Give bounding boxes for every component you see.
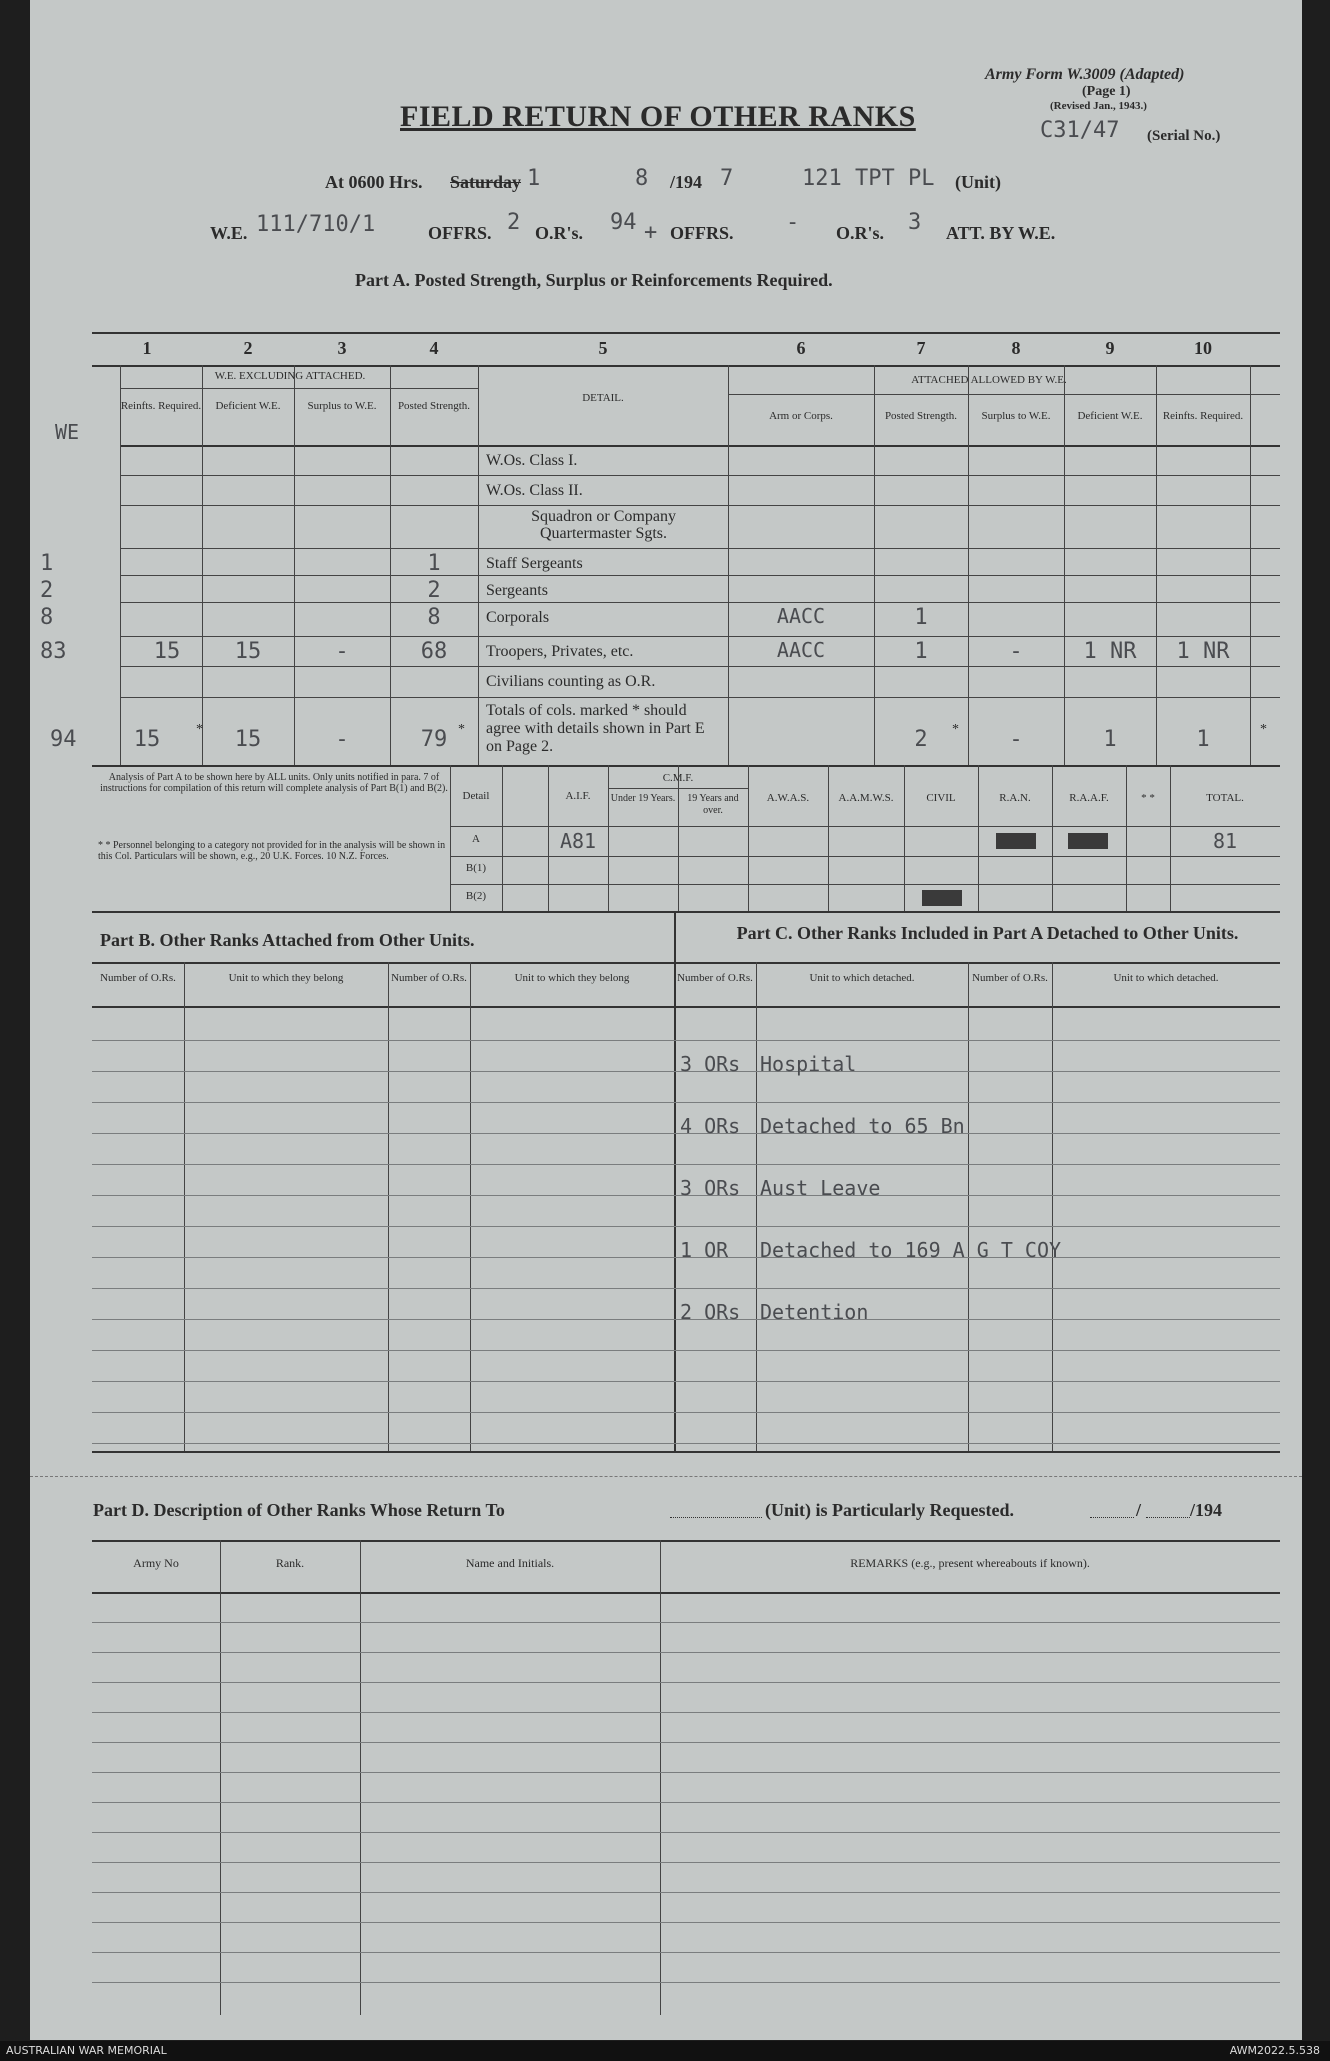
part-b-head: Unit to which they belong [228,972,344,984]
part-d-title-b: (Unit) is Particularly Requested. [765,1500,1014,1520]
column-rule [660,1540,661,2015]
ruled-line [92,1412,1280,1413]
footer-bar [0,2041,1330,2061]
column-rule [478,365,479,765]
offrs-label: OFFRS. [428,223,492,243]
cell-c7: 1 [914,605,928,630]
cell-c4: 1 [427,551,441,576]
ruled-line [92,1832,1280,1833]
totals-c7: 2 [914,727,928,752]
ors-value: 94 [610,210,637,235]
rule [92,1451,1280,1453]
we-value: 83 [40,639,67,664]
column-rule [728,365,729,765]
year-digit: 7 [720,166,734,191]
total-a-value: 81 [1212,829,1238,853]
column-header: Reinfts. Required. [1162,410,1244,422]
detached-unit: Hospital [760,1052,857,1076]
rule [92,962,1280,964]
totals-c8: - [1009,727,1023,752]
part-d-unit-blank [670,1517,762,1518]
ruled-line [92,1862,1280,1863]
ors2-value: 3 [908,210,922,235]
cell-c8: - [1009,639,1023,664]
part-b-title: Part B. Other Ranks Attached from Other Units. [100,930,475,950]
part-b-head: Number of O.Rs. [100,972,176,984]
part-b-head: Number of O.Rs. [391,972,467,984]
column-rule [120,365,121,765]
detail-label: Civilians counting as O.R. [486,673,656,690]
rule [92,332,1280,334]
ruled-line [92,1802,1280,1803]
column-rule [756,962,757,1451]
form-number: Army Form W.3009 (Adapted) [985,66,1185,83]
date-month: 8 [635,166,649,191]
analysis-rule [608,765,609,911]
unit-label: (Unit) [955,172,1001,192]
analysis-rule [828,765,829,911]
column-rule [220,1540,221,2015]
ruled-line [92,1443,1280,1444]
column-rule [1052,962,1053,1451]
rule [120,388,478,389]
analysis-head: CIVIL [926,792,956,804]
we-value: 8 [40,605,54,630]
part-c-head: Number of O.Rs. [677,972,753,984]
column-header: Deficient W.E. [215,400,281,412]
totals-c3: - [335,727,349,752]
rule [92,1540,1280,1542]
analysis-head: A.A.M.W.S. [838,792,894,804]
footer-left: AUSTRALIAN WAR MEMORIAL [6,2044,167,2057]
part-d-head: REMARKS (e.g., present whereabouts if known). [850,1556,1090,1570]
ruled-line [92,1381,1280,1382]
part-d-year: /194 [1190,1500,1223,1520]
rule [450,884,1280,885]
rule [92,365,1280,367]
star-mark: * [458,722,465,737]
revised-label: (Revised Jan., 1943.) [1050,100,1147,112]
we-value: 111/710/1 [256,212,376,237]
column-number: 7 [916,338,926,358]
rule [92,911,1280,913]
ruled-line [92,1040,1280,1041]
serial-value: C31/47 [1040,118,1120,143]
detail-label: Sergeants [486,582,548,599]
ruled-line [92,1226,1280,1227]
analysis-head: A.W.A.S. [766,792,810,804]
column-rule [360,1540,361,2015]
part-c-title: Part C. Other Ranks Included in Part A Detached to Other Units. [736,923,1239,943]
att-label: ATT. BY W.E. [946,223,1056,243]
part-a-title: Part A. Posted Strength, Surplus or Reinforcements Required. [355,270,833,290]
analysis-note-2: * * Personnel belonging to a category not provided for in the analysis will be shown in this Col. Particulars will be shown, e.g., 20 U.K. Forces. 10 N.Z. Forces. [98,840,446,862]
column-rule [202,365,203,765]
analysis-rule [978,765,979,911]
group-right-head: ATTACHED ALLOWED BY W.E. [911,374,1067,386]
footer-right: AWM2022.5.538 [1229,2044,1320,2057]
cell-c10: 1 NR [1176,639,1230,664]
group-left-head: W.E. EXCLUDING ATTACHED. [214,370,366,382]
detached-count: 3 ORs [680,1052,741,1076]
rule [608,788,748,789]
plus-sign: + [644,220,658,245]
we-label: W.E. [210,223,248,243]
detail-label: Squadron or Company Quartermaster Sgts. [531,508,676,542]
analysis-row-label: A [472,833,480,845]
analysis-row-label: B(1) [465,862,487,874]
part-c-head: Number of O.Rs. [972,972,1048,984]
ors2-label: O.R's. [836,223,885,243]
cell-c2: 15 [234,639,262,664]
cell-c4: 2 [427,578,441,603]
page-label: (Page 1) [1082,84,1131,99]
cell-c1: 15 [153,639,181,664]
serial-label: (Serial No.) [1147,128,1221,144]
rule [450,856,1280,857]
analysis-rule [678,765,679,911]
detail-label: W.Os. Class II. [486,482,583,499]
detached-unit: Detached to 65 Bn [760,1114,965,1138]
column-rule [968,365,969,765]
analysis-note: Analysis of Part A to be shown here by ALL units. Only units notified in para. 7 of instructions for compilation of this return will complete analysis of Part B(1) and B(2). [100,772,448,794]
analysis-rule [1126,765,1127,911]
page-title: FIELD RETURN OF OTHER RANKS [400,100,916,133]
detached-unit: Aust Leave [760,1176,881,1200]
totals-c9: 1 [1103,727,1117,752]
analysis-rule [748,765,749,911]
totals-c1: 15 [133,727,161,752]
part-d-head: Rank. [275,1556,305,1570]
cell-arm-corps: AACC [776,604,826,628]
ruled-line [92,1742,1280,1743]
column-header: Surplus to W.E. [981,410,1051,422]
part-d-head: Army No [133,1556,179,1570]
column-rule [294,365,295,765]
column-rule [388,962,389,1451]
ruled-line [92,1892,1280,1893]
day-struck: Saturday [450,172,522,192]
column-header: Surplus to W.E. [307,400,377,412]
analysis-rule [904,765,905,911]
ruled-line [92,1682,1280,1683]
rule [728,394,1280,395]
rule [92,1006,1280,1008]
detached-count: 4 ORs [680,1114,741,1138]
detached-count: 2 ORs [680,1300,741,1324]
star-mark: * [952,722,959,737]
column-rule [470,962,471,1451]
analysis-rule [1052,765,1053,911]
offrs2-label: OFFRS. [670,223,734,243]
analysis-head: R.A.N. [999,792,1031,804]
column-rule [1156,365,1157,765]
redaction-block [1068,833,1108,849]
column-rule [874,365,875,765]
rule [92,1592,1280,1594]
under-19-head: Under 19 Years. [610,793,676,804]
column-rule [184,962,185,1451]
cell-c7: 1 [914,639,928,664]
detached-count: 3 ORs [680,1176,741,1200]
unit-value: 121 TPT PL [802,166,935,191]
detached-count: 1 OR [680,1238,729,1262]
ors-label: O.R's. [535,223,584,243]
column-header: DETAIL. [582,392,624,404]
part-c-head: Unit to which detached. [809,972,915,984]
column-header: Arm or Corps. [769,410,833,422]
rule [450,826,1280,827]
aif-a-value: A81 [559,829,597,853]
column-number: 8 [1011,338,1021,358]
totals-c4: 79 [420,727,448,752]
rule [92,765,1280,767]
ruled-line [92,1164,1280,1165]
totals-c2: 15 [234,727,262,752]
analysis-head: * * [1141,792,1155,804]
detail-label: W.Os. Class I. [486,452,578,469]
perforation-line [30,1476,1302,1477]
column-number: 6 [796,338,806,358]
ruled-line [92,1952,1280,1953]
part-d-slash: / [1136,1500,1142,1520]
column-rule [968,962,969,1451]
detached-unit: Detention [760,1300,869,1324]
column-header: Posted Strength. [884,410,958,422]
detached-unit: Detached to 169 A G T COY [760,1238,1062,1262]
part-d-month-blank [1146,1517,1190,1518]
column-number: 1 [142,338,152,358]
aif-head: A.I.F. [565,790,591,802]
we-value: 1 [40,551,54,576]
column-number: 9 [1105,338,1115,358]
cell-c3: - [335,639,349,664]
analysis-head: R.A.A.F. [1069,792,1109,804]
offrs-value: 2 [507,210,521,235]
ruled-line [92,1982,1280,1983]
ruled-line [92,1350,1280,1351]
analysis-rule [502,765,503,911]
date-day: 1 [527,166,541,191]
we-value: 2 [40,578,54,603]
column-rule [1250,365,1251,765]
ruled-line [92,1102,1280,1103]
column-number: 4 [429,338,439,358]
analysis-row-label: B(2) [465,890,487,902]
column-header: Posted Strength. [397,400,471,412]
part-d-day-blank [1090,1517,1134,1518]
column-number: 5 [598,338,608,358]
column-header: Deficient W.E. [1077,410,1143,422]
form-page [30,0,1302,2040]
totals-detail: Totals of cols. marked * should agree with details shown in Part E on Page 2. [486,702,705,755]
part-d-head: Name and Initials. [465,1556,555,1570]
ruled-line [92,1922,1280,1923]
cell-c4: 68 [420,639,448,664]
year-prefix: /194 [670,172,703,192]
over-19-head: 19 Years and over. [687,793,739,816]
column-header: Reinfts. Required. [120,400,202,412]
totals-we: 94 [50,727,77,752]
detail-label: Corporals [486,609,550,626]
ruled-line [92,1652,1280,1653]
detail-head: Detail [462,790,490,802]
ruled-line [92,1288,1280,1289]
at-hours: At 0600 Hrs. [325,172,423,192]
cell-arm-corps: AACC [776,638,826,662]
part-divider [674,911,676,1451]
ruled-line [92,1712,1280,1713]
totals-c10: 1 [1196,727,1210,752]
column-rule [1064,365,1065,765]
part-c-head: Unit to which detached. [1113,972,1219,984]
cell-c4: 8 [427,605,441,630]
we-margin-label: WE [55,420,80,444]
cell-c9: 1 NR [1083,639,1137,664]
cmf-head: C.M.F. [662,772,694,784]
redaction-block [922,890,962,906]
ruled-line [92,1772,1280,1773]
star-mark: * [1260,722,1267,737]
star-mark: * [196,722,203,737]
column-number: 2 [243,338,253,358]
redaction-block [996,833,1036,849]
part-b-head: Unit to which they belong [514,972,630,984]
column-number: 10 [1194,338,1212,358]
part-d-title-a: Part D. Description of Other Ranks Whose Return To [93,1500,505,1520]
ruled-line [92,1622,1280,1623]
column-number: 3 [337,338,347,358]
analysis-head: TOTAL. [1206,792,1244,804]
detail-label: Staff Sergeants [486,555,583,572]
offrs2-value: - [786,210,800,235]
detail-label: Troopers, Privates, etc. [486,643,634,660]
